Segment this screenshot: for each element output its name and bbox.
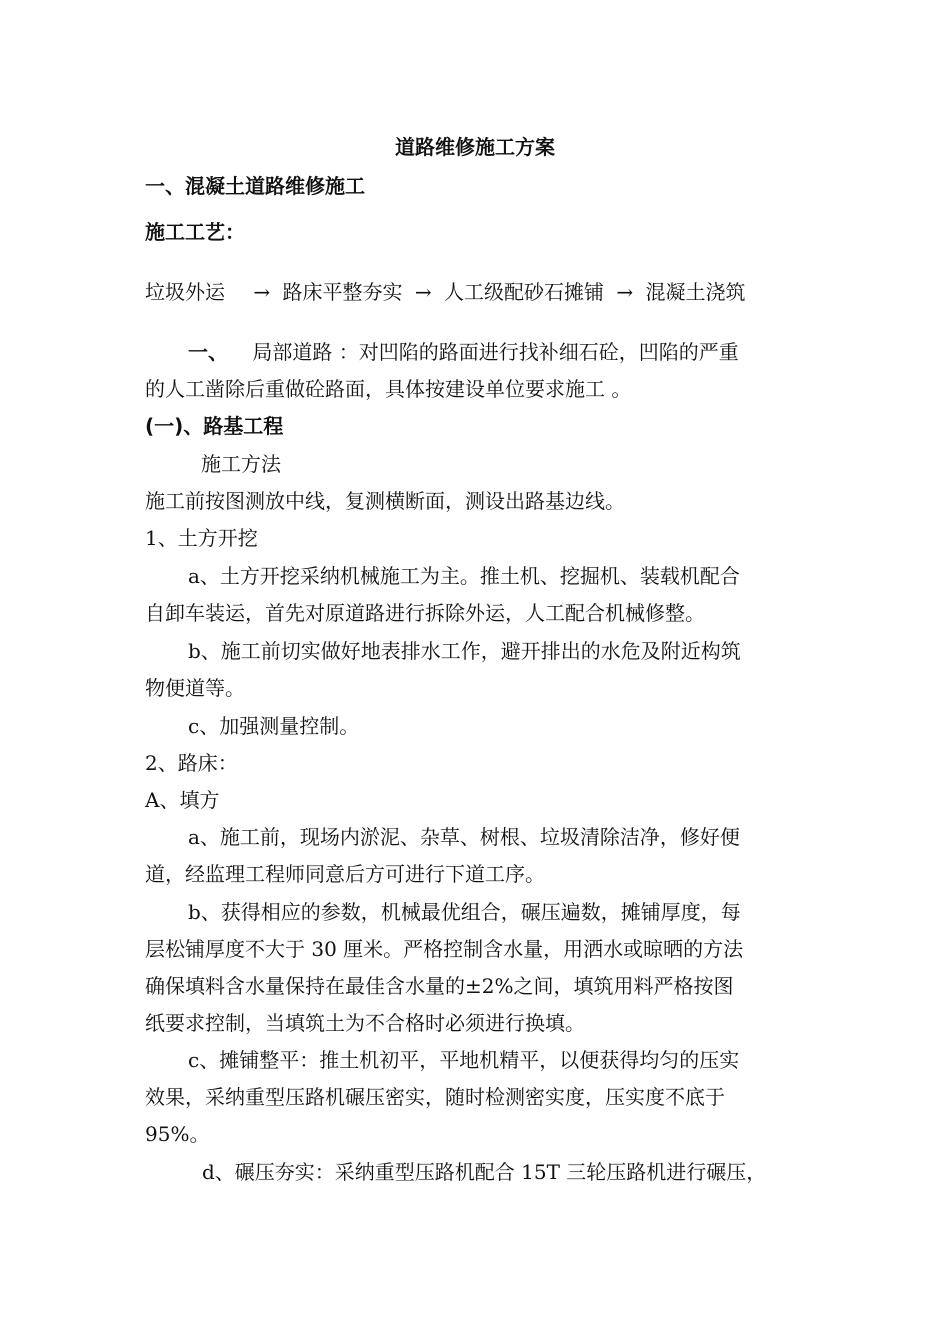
paragraph-line: 施工前按图测放中线，复测横断面，测设出路基边线。 — [145, 489, 625, 513]
paragraph-line: 纸要求控制，当填筑土为不合格时必须进行换填。 — [145, 1011, 585, 1035]
paragraph-line: 道，经监理工程师同意后方可进行下道工序。 — [145, 862, 545, 886]
flow-step: 人工级配砂石摊铺 — [443, 280, 604, 304]
subsection-heading: (一)、路基工程 — [145, 414, 284, 438]
arrow-icon: → — [414, 280, 432, 304]
method-heading: 施工方法 — [201, 452, 281, 476]
paragraph-line: a、土方开挖采纳机械施工为主。推土机、挖掘机、装载机配合 — [188, 564, 740, 588]
section-heading: 一、混凝土道路维修施工 — [145, 174, 365, 198]
flow-step: 垃圾外运 — [145, 280, 225, 304]
document-title: 道路维修施工方案 — [395, 135, 555, 159]
clause-number: 一、 — [188, 340, 228, 364]
item-heading: A、填方 — [145, 788, 220, 812]
paragraph-line: 确保填料含水量保持在最佳含水量的±2%之间，填筑用料严格按图 — [145, 974, 734, 998]
paragraph-line: 层松铺厚度不大于 30 厘米。严格控制含水量，用洒水或晾晒的方法 — [145, 937, 744, 961]
paragraph-line: 物便道等。 — [145, 676, 245, 700]
paragraph-line: a、施工前，现场内淤泥、杂草、树根、垃圾清除洁净，修好便 — [188, 825, 740, 849]
paragraph-line: 95%。 — [145, 1122, 210, 1146]
item-heading: 1、土方开挖 — [145, 526, 258, 550]
clause-text: 局部道路 ：对凹陷的路面进行找补细石砼，凹陷的严重 — [252, 340, 739, 364]
paragraph-line: d、碾压夯实：采纳重型压路机配合 15T 三轮压路机进行碾压， — [202, 1160, 767, 1184]
paragraph-line — [188, 338, 739, 366]
paragraph-line: b、施工前切实做好地表排水工作，避开排出的水危及附近构筑 — [188, 639, 741, 663]
paragraph-line: b、获得相应的参数，机械最优组合，碾压遍数，摊铺厚度，每 — [188, 900, 741, 924]
paragraph-line: c、摊铺整平：推土机初平，平地机精平，以便获得均匀的压实 — [188, 1048, 740, 1072]
paragraph-line: c、加强测量控制。 — [188, 714, 360, 738]
arrow-icon: → — [616, 280, 634, 304]
item-heading: 2、路床： — [145, 751, 238, 775]
paragraph-line: 自卸车装运，首先对原道路进行拆除外运，人工配合机械修整。 — [145, 601, 705, 625]
process-heading: 施工工艺： — [145, 220, 245, 244]
paragraph-line: 的人工凿除后重做砼路面，具体按建设单位要求施工 。 — [145, 377, 632, 401]
process-flow — [145, 278, 745, 306]
paragraph-line: 效果，采纳重型压路机碾压密实，随时检测密实度，压实度不底于 — [145, 1085, 725, 1109]
flow-step: 路床平整夯实 — [282, 280, 403, 304]
flow-step: 混凝土浇筑 — [645, 280, 746, 304]
arrow-icon: → — [253, 280, 271, 304]
